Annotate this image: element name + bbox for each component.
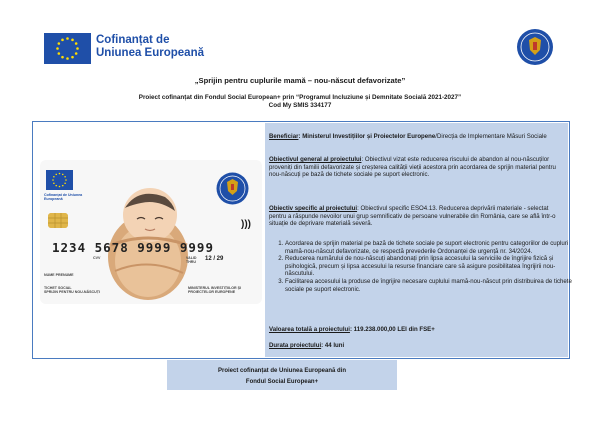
project-value: Valoarea totală a proiectului: 119.238.000,00 LEI din FSE+ <box>269 326 435 333</box>
eu-star-icon <box>76 47 79 50</box>
eu-star-icon <box>59 186 61 188</box>
eu-star-icon <box>64 182 66 184</box>
eu-star-icon <box>58 42 61 45</box>
card-government-emblem-icon <box>216 171 249 206</box>
eu-star-icon <box>53 182 55 184</box>
eu-star-icon <box>65 179 67 181</box>
beneficiary-label: Beneficiar <box>269 133 299 140</box>
list-item: 2. Reducerea numărului de nou-născuți abandonați prin lipsa accesului la serviciile de îngrijire fizică și psihologică, precum și lipsa accesului la resurse financiare care să asigure posibilitatea îngrijirii nou-născutului. <box>285 255 573 278</box>
card-holder-name: NUME PRENUME <box>44 273 74 277</box>
ticket-type-label: TICHET SOCIAL SPRIJIN PENTRU NOU-NĂSCUȚI <box>44 286 100 295</box>
eu-cofinancing-title: Cofinanțat de Uniunea Europeană <box>96 34 204 59</box>
general-objective-paragraph: Obiectivul general al proiectului: Obiectivul vizat este reducerea riscului de abandon al nou-născuților proveniți din familii defavorizate și creșterea calității vieții acestora prin acordarea de sprijin material pentru nou-născuți pe bază de tichete sociale pe suport electronic. <box>269 156 556 179</box>
card-chip-icon <box>48 213 68 228</box>
eu-star-icon <box>75 52 78 55</box>
eu-star-icon <box>61 39 64 42</box>
eu-star-icon <box>52 179 54 181</box>
eu-star-icon <box>53 176 55 178</box>
eu-star-icon <box>55 174 57 176</box>
card-eu-flag-icon <box>46 170 73 190</box>
eu-star-icon <box>75 42 78 45</box>
valid-thru-label: VALID THRU <box>186 256 197 264</box>
eu-star-icon <box>71 56 74 59</box>
eu-star-icon <box>71 39 74 42</box>
eu-star-icon <box>58 52 61 55</box>
specific-objective-label: Obiectiv specific al proiectului <box>269 205 358 212</box>
objectives-list <box>273 240 573 293</box>
general-objective-label: Obiectivul general al proiectului <box>269 156 362 163</box>
specific-objective-paragraph: Obiectiv specific al proiectului: Obiectivul specific ESO4.13. Reducerea deprivării materiale - selectat pentru a răspunde nevoilor unui grup semnificativ de persoane vulnerabile din România, care se află într-o situație de deprivare materială severă. <box>269 205 556 228</box>
contactless-icon: ))) <box>241 219 251 230</box>
beneficiary-paragraph: Beneficiar: Ministerul Investițiilor și Proiectelor Europene/Direcția de Implementare Măsuri Sociale <box>269 133 547 140</box>
card-eu-text: Cofinanțat de Uniunea Europeană <box>44 193 83 202</box>
card-number: 1234 5678 9999 9999 <box>52 240 214 255</box>
list-item: 3. Facilitarea accesului la produse de îngrijire necesare cuplului mamă-nou-născut prin distribuirea de tichete sociale pe suport electronic. <box>285 278 573 293</box>
eu-star-icon <box>55 185 57 187</box>
card-number-caption: CVV <box>93 256 101 260</box>
eu-star-icon <box>61 56 64 59</box>
footer-cofinancing-text: Proiect cofinanțat de Uniunea Europeană din Fondul Social European+ <box>217 368 347 385</box>
document-subtitle: Proiect cofinanțat din Fondul Social European+ prin “Programul Incluziune și Demnitate Socială 2021-2027” Cod My SMIS 334177 <box>138 94 462 109</box>
romanian-government-emblem-icon <box>516 28 554 66</box>
eu-star-icon <box>59 173 61 175</box>
project-value-label: Valoarea totală a proiectului <box>269 326 350 333</box>
eu-star-icon <box>56 47 59 50</box>
project-duration-label: Durata proiectului <box>269 342 322 349</box>
eu-star-icon <box>62 174 64 176</box>
document-title: „Sprijin pentru cuplurile mamă – nou-născut defavorizate” <box>194 76 406 85</box>
card-expiry: 12 / 29 <box>205 256 224 262</box>
list-item: 1. Acordarea de sprijin material pe bază de tichete sociale pe suport electronic pentru categoriilor de cupluri mamă-nou-născut defavorizate, ce respectă prevederile Ordonanței de urgență nr. 34/2024. <box>285 240 573 255</box>
card-ministry-label: MINISTERUL INVESTIȚIILOR ȘI PROIECTELOR EUROPENE <box>188 286 242 295</box>
eu-star-icon <box>64 176 66 178</box>
eu-star-icon <box>66 37 69 40</box>
eu-star-icon <box>66 57 69 60</box>
eu-flag-icon <box>44 33 91 64</box>
eu-star-icon <box>62 185 64 187</box>
project-duration: Durata proiectului: 44 luni <box>269 342 345 349</box>
